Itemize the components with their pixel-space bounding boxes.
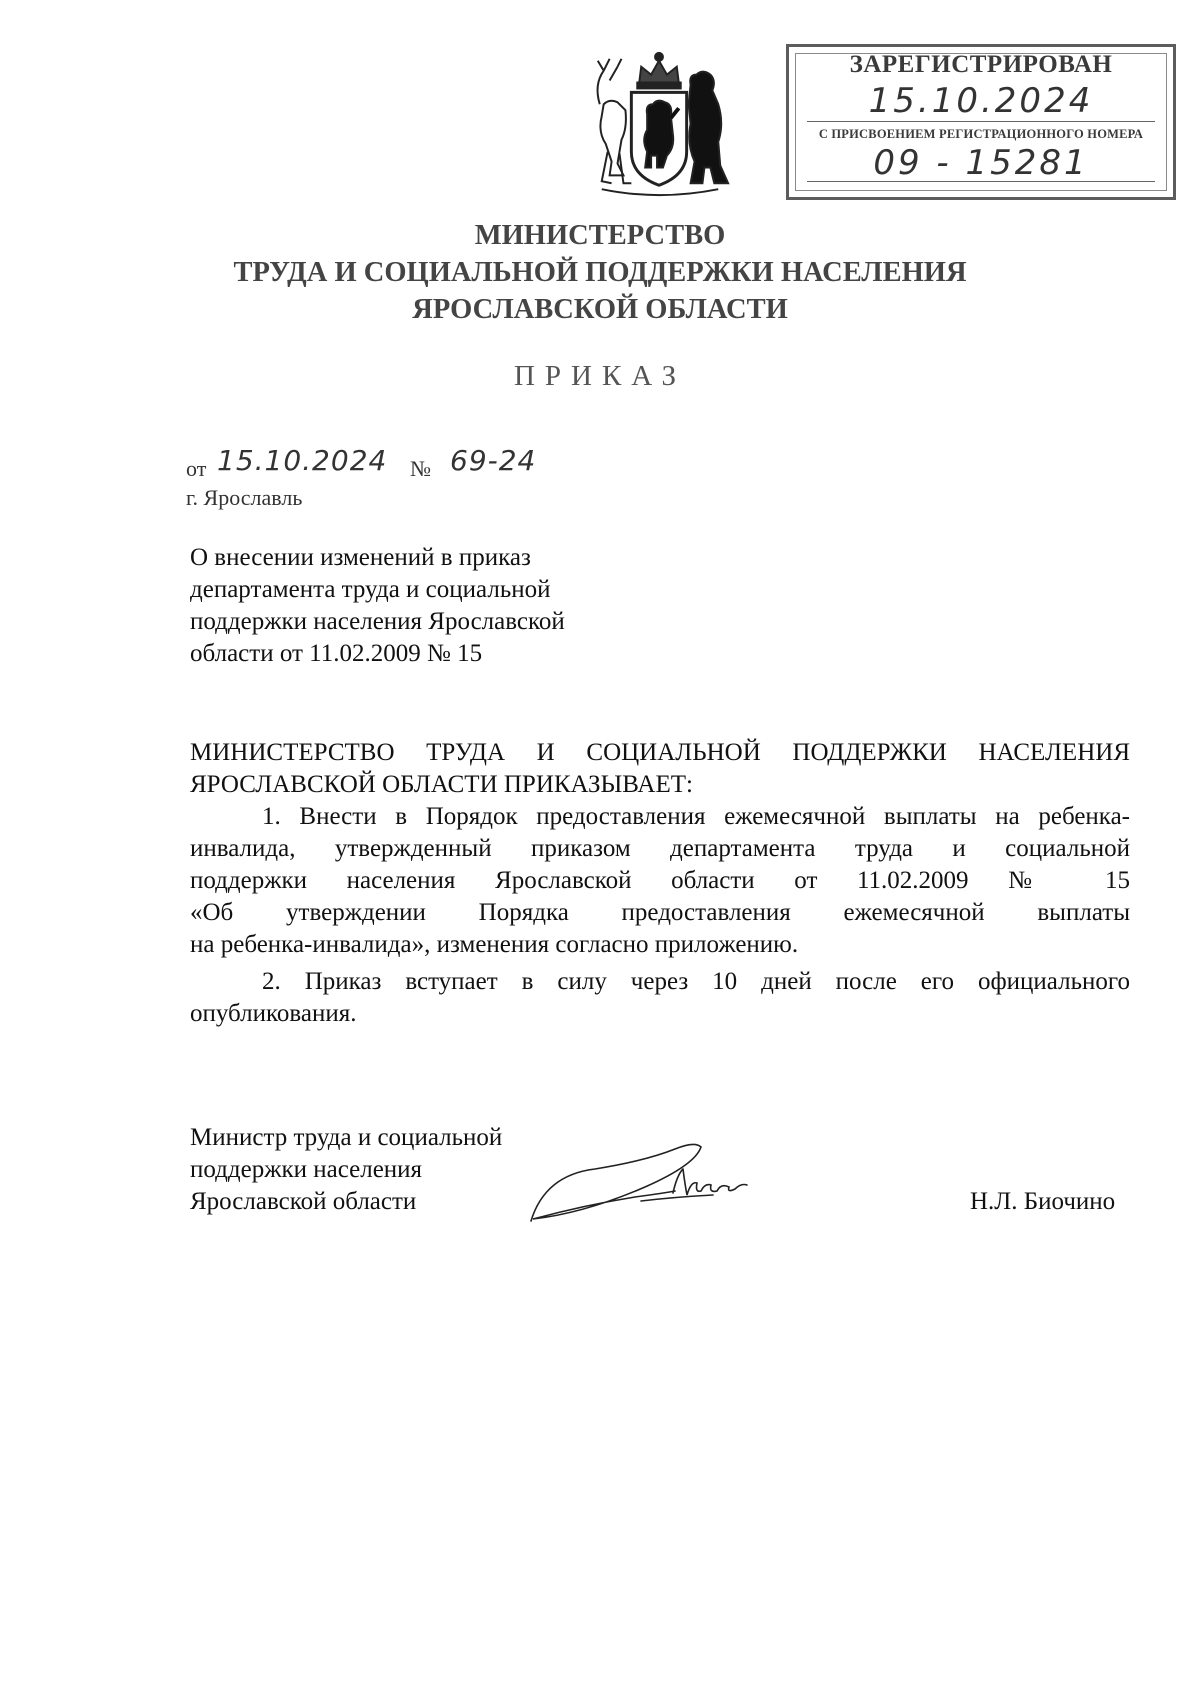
date-from-label: от [186, 456, 207, 481]
ministry-name-line-2: ТРУДА И СОЦИАЛЬНОЙ ПОДДЕРЖКИ НАСЕЛЕНИЯ [233, 257, 967, 288]
stamp-title: ЗАРЕГИСТРИРОВАН [849, 51, 1113, 78]
preamble-line: ЯРОСЛАВСКОЙ ОБЛАСТИ ПРИКАЗЫВАЕТ: [190, 771, 693, 798]
order-paragraph-1 [190, 801, 1130, 961]
subject-line: департамента труда и социальной [190, 576, 551, 603]
order-preamble [190, 737, 1130, 801]
paragraph-line: 2. Приказ вступает в силу через 10 дней после его официального [262, 968, 1130, 995]
signatory-title-line: Ярославской области [190, 1188, 417, 1215]
ministry-name-line-3: ЯРОСЛАВСКОЙ ОБЛАСТИ [412, 294, 788, 325]
stamp-subtitle: С ПРИСВОЕНИЕМ РЕГИСТРАЦИОННОГО НОМЕРА [818, 127, 1144, 141]
paragraph-line: поддержки населения Ярославской области от 11.02.2009 № 15 [190, 867, 1130, 894]
paragraph-line: на ребенка-инвалида», изменения согласно приложению. [190, 931, 799, 958]
signatory-title [190, 1122, 502, 1218]
paragraph-line: «Об утверждении Порядка предоставления ежемесячной выплаты [190, 899, 1130, 926]
ministry-name-line-1: МИНИСТЕРСТВО [474, 220, 726, 251]
preamble-line: МИНИСТЕРСТВО ТРУДА И СОЦИАЛЬНОЙ ПОДДЕРЖКИ НАСЕЛЕНИЯ [190, 739, 1130, 766]
stamp-date: 15.10.2024 [868, 81, 1094, 121]
order-paragraph-2 [190, 966, 1130, 1030]
handwritten-order-date: 15.10.2024 [217, 444, 388, 477]
subject-line: поддержки населения Ярославской [190, 608, 565, 635]
handwritten-order-number: 69-24 [450, 444, 537, 477]
signatory-title-line: Министр труда и социальной [190, 1124, 503, 1151]
paragraph-line: инвалида, утвержденный приказом департамента труда и социальной [190, 835, 1130, 862]
subject-line: области от 11.02.2009 № 15 [190, 640, 483, 667]
paragraph-line: опубликования. [190, 1000, 357, 1027]
registration-stamp [786, 44, 1176, 200]
coat-of-arms-emblem [580, 45, 738, 203]
order-number-label: № [410, 456, 431, 481]
subject-line: О внесении изменений в приказ [190, 544, 531, 571]
document-type-title: ПРИКАЗ [513, 360, 687, 392]
handwritten-signature [525, 1135, 770, 1227]
order-subject [190, 542, 650, 670]
signatory-title-line: поддержки населения [190, 1156, 423, 1183]
paragraph-line: 1. Внести в Порядок предоставления ежемесячной выплаты на ребенка- [262, 803, 1130, 830]
stamp-registration-number: 09 - 15281 [873, 143, 1089, 183]
signatory-name: Н.Л. Биочино [970, 1188, 1116, 1215]
city-name: г. Ярославль [186, 485, 303, 510]
